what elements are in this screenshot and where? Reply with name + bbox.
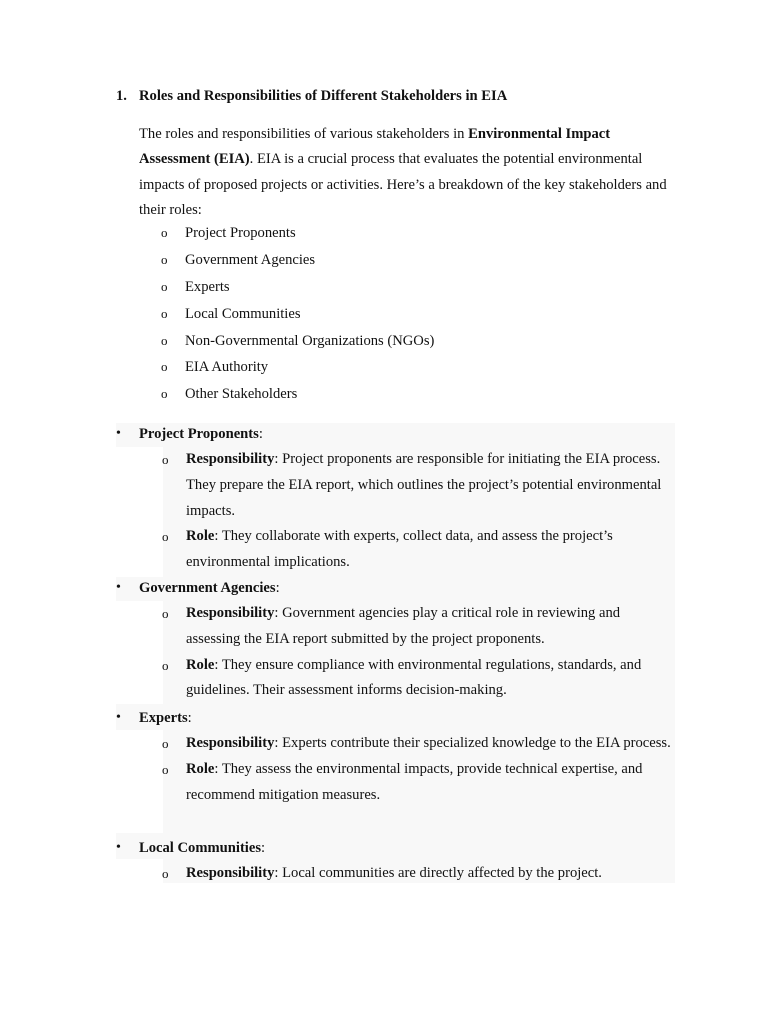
circle-bullet-icon: o <box>162 657 169 673</box>
list-item-text: Other Stakeholders <box>185 386 298 403</box>
item-label: Role <box>186 528 215 545</box>
item-text: : They assess the environmental impacts, provide technical expertise, and recommend mitigation measures. <box>186 760 643 803</box>
list-item-text: EIA Authority <box>185 359 269 376</box>
section-title: Government Agencies <box>139 580 276 596</box>
section-title-line <box>116 837 676 859</box>
list-item <box>116 601 676 653</box>
list-item <box>139 330 434 357</box>
circle-bullet-icon: o <box>162 761 169 777</box>
item-label: Responsibility <box>186 865 275 881</box>
item-text: : Government agencies play a critical role in reviewing and assessing the EIA report submitted by the project proponents. <box>186 605 621 647</box>
intro-text-start: The roles and responsibilities of various stakeholders in <box>139 126 469 142</box>
list-item-text: Government Agencies <box>185 251 316 268</box>
bullet-icon: • <box>116 580 121 595</box>
list-item <box>116 447 676 524</box>
intro-text-end: . EIA is a crucial process that evaluates the potential environmental impacts of proposed projects or activities. Here’s a breakdown of the key stakeholders and their roles: <box>139 151 667 218</box>
circle-bullet-icon: o <box>161 332 168 348</box>
heading-title: Roles and Responsibilities of Different Stakeholders in EIA <box>139 88 508 104</box>
section-colon: : <box>261 840 266 856</box>
section-colon: : <box>258 426 263 442</box>
item-label: Responsibility <box>186 605 275 621</box>
circle-bullet-icon: o <box>161 305 168 321</box>
circle-bullet-icon: o <box>161 359 168 375</box>
section-title-line <box>116 707 676 729</box>
item-label: Role <box>186 760 215 777</box>
item-label: Role <box>186 656 215 673</box>
list-item <box>139 383 434 410</box>
item-label: Responsibility <box>186 735 275 751</box>
list-item-text: Non-Governmental Organizations (NGOs) <box>185 332 435 349</box>
section-title: Local Communities <box>139 840 262 856</box>
section-title: Project Proponents <box>139 426 259 442</box>
circle-bullet-icon: o <box>162 736 169 751</box>
bullet-icon: • <box>116 710 121 725</box>
list-item <box>139 222 434 249</box>
circle-bullet-icon: o <box>162 529 169 545</box>
circle-bullet-icon: o <box>162 452 169 467</box>
intro-paragraph <box>139 122 679 223</box>
item-text: : They collaborate with experts, collect data, and assess the project’s environmental implications. <box>186 528 613 571</box>
item-text: : They ensure compliance with environmental regulations, standards, and guidelines. Their assessment informs decision-making. <box>186 656 642 699</box>
list-item <box>116 524 676 576</box>
list-item <box>139 356 434 383</box>
list-item <box>139 249 434 276</box>
circle-bullet-icon: o <box>162 606 169 621</box>
section-experts <box>116 707 676 808</box>
stakeholder-list <box>139 222 434 410</box>
section-heading <box>116 88 507 105</box>
item-text: : Local communities are directly affected by the project. <box>274 865 602 881</box>
list-item-text: Local Communities <box>185 305 301 322</box>
section-local-communities <box>116 837 676 887</box>
bullet-icon: • <box>116 840 121 855</box>
intro-bold-term: Environmental Impact Assessment (EIA) <box>139 126 611 168</box>
section-government-agencies <box>116 577 676 704</box>
item-text: : Experts contribute their specialized knowledge to the EIA process. <box>274 735 671 751</box>
section-title-line <box>116 423 676 445</box>
circle-bullet-icon: o <box>161 225 168 240</box>
heading-number: 1. <box>116 88 127 104</box>
list-item-text: Experts <box>185 278 230 295</box>
list-item <box>116 653 676 705</box>
list-item <box>139 303 434 330</box>
list-item <box>116 731 676 757</box>
circle-bullet-icon: o <box>162 866 169 881</box>
circle-bullet-icon: o <box>161 251 168 267</box>
item-text: : Project proponents are responsible for initiating the EIA process. They prepare the EIA report, which outlines the project’s potential environmental impacts. <box>186 451 662 519</box>
section-title: Experts <box>139 710 188 726</box>
section-project-proponents <box>116 423 676 576</box>
list-item <box>116 757 676 809</box>
item-label: Responsibility <box>186 451 275 467</box>
list-item-text: Project Proponents <box>185 225 296 241</box>
section-title-line <box>116 577 676 599</box>
list-item <box>116 861 676 887</box>
section-colon: : <box>187 710 192 726</box>
circle-bullet-icon: o <box>161 386 168 402</box>
circle-bullet-icon: o <box>161 278 168 294</box>
bullet-icon: • <box>116 426 121 441</box>
list-item <box>139 276 434 303</box>
section-colon: : <box>275 580 280 596</box>
